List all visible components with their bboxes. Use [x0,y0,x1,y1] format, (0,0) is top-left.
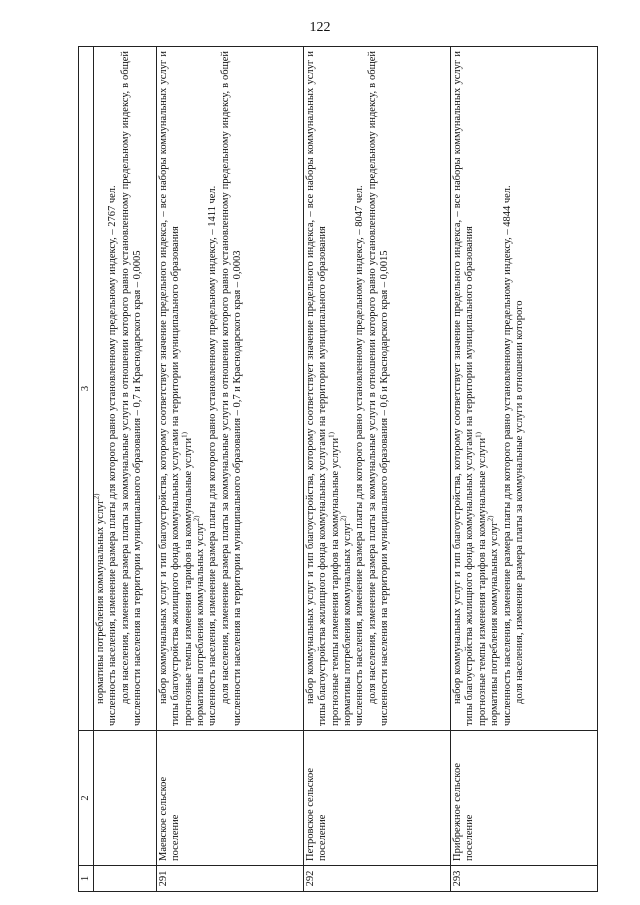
footnote-mark: 2) [192,515,201,522]
footnote-mark: 1) [474,432,483,438]
table-row [156,47,303,892]
text-line: численность населения, изменение размера платы для которого равно установленному предельному индексу, – 1411 чел. [207,185,219,726]
text-line: нормативы потребления коммунальных услуг [489,521,501,726]
text-line: численность населения, изменение размера платы для которого равно установленному предельному индексу, – 4844 чел. [501,185,513,726]
cell-description [450,47,597,731]
text-line: доля населения, изменение размера платы за коммунальные услуги в отношении которого [513,300,525,704]
cell-name: Маевское сельское поселение [156,731,303,866]
data-table [78,46,598,892]
cell-name [94,731,157,866]
cell-name: Петровское сельское поселение [303,731,450,866]
column-header-1: 1 [79,866,94,892]
cell-description [156,47,303,731]
table-header-row [79,47,94,892]
text-line: нормативы потребления коммунальных услуг [194,521,206,726]
footnote-mark: 1) [327,432,336,438]
table-row-continuation [94,47,157,892]
text-line: нормативы потребления коммунальных услуг [95,499,106,704]
text-line: прогнозные темпы изменения тарифов на коммунальные услуги [476,437,488,726]
text-line: прогнозные темпы изменения тарифов на коммунальные услуги [182,437,194,726]
text-line: доля населения, изменение размера платы за коммунальные услуги в отношении которого равно установленному предельному индексу, в общей численности населения на территории муниципального образования – 0,6 и Краснодарского края – 0,0015 [366,51,391,726]
text-line: нормативы потребления коммунальных услуг [342,521,354,726]
footnote-mark: 2) [339,515,348,522]
cell-num: 291 [156,866,303,892]
cell-num: 292 [303,866,450,892]
text-line: набор коммунальных услуг и тип благоустройства, которому соответствует значение предельного индекса, – все наборы коммунальных услуг и типы благоустройства жилищного фонда коммунальных услугами на территории муниципального образования [157,51,182,726]
table-row [303,47,450,892]
column-header-2: 2 [79,731,94,866]
text-line: численность населения, изменение размера платы для которого равно установленному предельному индексу, – 2767 чел. [107,185,119,726]
footnote-mark: 2) [92,493,101,500]
table-row [450,47,597,892]
cell-description [94,47,157,731]
column-header-3: 3 [79,47,94,731]
footnote-mark: 1) [180,432,189,438]
page-number: 122 [309,20,331,35]
cell-name: Прибрежное сельское поселение [450,731,597,866]
cell-description [303,47,450,731]
rotated-table-wrapper [78,47,598,892]
text-line: набор коммунальных услуг и тип благоустройства, которому соответствует значение предельного индекса, – все наборы коммунальных услуг и типы благоустройства жилищного фонда коммунальных услугами на территории муниципального образования [304,51,329,726]
text-line: доля населения, изменение размера платы за коммунальные услуги в отношении которого равно установленному предельному индексу, в общей численности населения на территории муниципального образования – 0,7 и Краснодарского края – 0,0005 [119,51,144,726]
footnote-mark: 2) [486,515,495,522]
cell-num: 293 [450,866,597,892]
text-line: набор коммунальных услуг и тип благоустройства, которому соответствует значение предельного индекса, – все наборы коммунальных услуг и типы благоустройства жилищного фонда коммунальных услугами на территории муниципального образования [451,51,476,726]
text-line: численность населения, изменение размера платы для которого равно установленному предельному индексу, – 8047 чел. [354,185,366,726]
cell-num [94,866,157,892]
text-line: прогнозные темпы изменения тарифов на коммунальные услуги [329,437,341,726]
text-line: доля населения, изменение размера платы за коммунальные услуги в отношении которого равно установленному предельному индексу, в общей численности населения на территории муниципального образования – 0,7 и Краснодарского края – 0,0003 [219,51,244,726]
